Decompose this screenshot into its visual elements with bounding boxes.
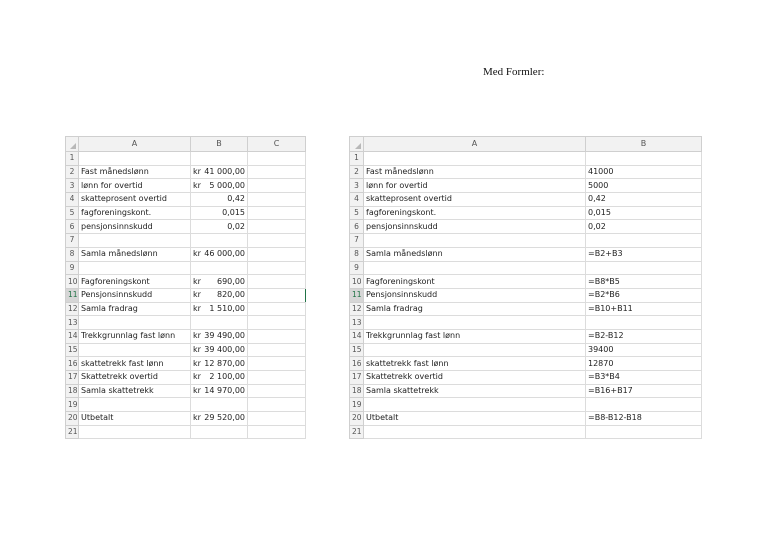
currency-amount: 29 520,00 <box>204 413 245 423</box>
table-row <box>350 412 702 426</box>
value-cell[interactable] <box>191 398 248 412</box>
table-row <box>66 302 306 316</box>
label-cell[interactable]: Skattetrekk overtid <box>364 371 586 385</box>
formula-cell[interactable]: 0,015 <box>586 206 702 220</box>
label-cell[interactable]: Samla fradrag <box>364 302 586 316</box>
row-header[interactable]: 3 <box>350 179 364 193</box>
currency-cell[interactable] <box>191 384 248 398</box>
currency-amount: 5 000,00 <box>209 180 245 190</box>
formula-cell[interactable]: =B10+B11 <box>586 302 702 316</box>
row-header[interactable]: 20 <box>66 412 79 426</box>
table-row <box>350 343 702 357</box>
label-cell[interactable]: Samla skattetrekk <box>364 384 586 398</box>
table-row <box>66 165 306 179</box>
empty-cell[interactable] <box>248 179 306 193</box>
formula-cell[interactable]: 12870 <box>586 357 702 371</box>
row-header[interactable]: 6 <box>350 220 364 234</box>
label-cell[interactable]: Samla skattetrekk <box>79 384 191 398</box>
label-cell[interactable]: pensjonsinnskudd <box>364 220 586 234</box>
table-row <box>66 316 306 330</box>
currency-amount: 12 870,00 <box>204 358 245 368</box>
label-cell[interactable] <box>364 316 586 330</box>
row-header[interactable]: 6 <box>66 220 79 234</box>
formula-cell[interactable] <box>586 425 702 439</box>
currency-symbol: kr <box>193 358 201 368</box>
table-row <box>350 288 702 302</box>
table-row <box>66 288 306 302</box>
label-cell[interactable]: Trekkgrunnlag fast lønn <box>364 329 586 343</box>
row-header[interactable]: 19 <box>66 398 79 412</box>
currency-symbol: kr <box>193 344 201 354</box>
column-header-c[interactable]: C <box>248 137 306 152</box>
column-header-row <box>350 137 702 152</box>
label-cell[interactable] <box>364 152 586 166</box>
currency-cell[interactable] <box>191 179 248 193</box>
label-cell[interactable]: Fast månedslønn <box>364 165 586 179</box>
table-row <box>66 206 306 220</box>
row-header[interactable]: 21 <box>66 425 79 439</box>
label-cell[interactable]: Utbetalt <box>79 412 191 426</box>
empty-cell[interactable] <box>248 425 306 439</box>
currency-amount: 39 400,00 <box>204 344 245 354</box>
label-cell[interactable]: Fast månedslønn <box>79 165 191 179</box>
formulas-caption: Med Formler: <box>483 66 545 78</box>
formula-cell[interactable] <box>586 234 702 248</box>
currency-symbol: kr <box>193 167 201 177</box>
label-cell[interactable] <box>79 152 191 166</box>
table-row <box>350 193 702 207</box>
formula-cell[interactable]: =B8-B12-B18 <box>586 412 702 426</box>
formula-cell[interactable]: =B2*B6 <box>586 288 702 302</box>
select-all-corner[interactable] <box>350 137 364 152</box>
currency-cell[interactable] <box>191 275 248 289</box>
currency-amount: 1 510,00 <box>209 303 245 313</box>
row-header[interactable]: 17 <box>66 371 79 385</box>
formula-cell[interactable]: 41000 <box>586 165 702 179</box>
row-header[interactable]: 15 <box>66 343 79 357</box>
empty-cell[interactable] <box>248 261 306 275</box>
label-cell[interactable] <box>79 343 191 357</box>
currency-cell[interactable] <box>191 302 248 316</box>
table-row <box>350 316 702 330</box>
empty-cell[interactable] <box>248 220 306 234</box>
currency-cell[interactable] <box>191 288 248 302</box>
currency-cell[interactable] <box>191 371 248 385</box>
table-row <box>66 425 306 439</box>
empty-cell[interactable] <box>248 371 306 385</box>
row-header[interactable]: 20 <box>350 412 364 426</box>
label-cell[interactable]: lønn for overtid <box>364 179 586 193</box>
row-header[interactable]: 4 <box>350 193 364 207</box>
row-header[interactable]: 10 <box>350 275 364 289</box>
table-row <box>350 206 702 220</box>
label-cell[interactable]: fagforeningskont. <box>79 206 191 220</box>
label-cell[interactable] <box>79 316 191 330</box>
row-header[interactable]: 12 <box>66 302 79 316</box>
table-row <box>66 357 306 371</box>
empty-cell[interactable] <box>248 193 306 207</box>
empty-cell[interactable] <box>248 206 306 220</box>
label-cell[interactable] <box>79 398 191 412</box>
label-cell[interactable] <box>364 343 586 357</box>
table-row <box>66 412 306 426</box>
row-header[interactable]: 11 <box>350 288 364 302</box>
table-row <box>350 329 702 343</box>
row-header[interactable]: 18 <box>66 384 79 398</box>
row-header[interactable]: 9 <box>350 261 364 275</box>
label-cell[interactable]: Utbetalt <box>364 412 586 426</box>
currency-amount: 820,00 <box>217 290 245 300</box>
value-cell[interactable] <box>191 425 248 439</box>
empty-cell[interactable] <box>248 343 306 357</box>
currency-symbol: kr <box>193 180 201 190</box>
table-row <box>350 357 702 371</box>
currency-cell[interactable] <box>191 329 248 343</box>
value-cell[interactable]: 0,02 <box>191 220 248 234</box>
formula-cell[interactable]: 5000 <box>586 179 702 193</box>
value-cell[interactable] <box>191 261 248 275</box>
row-header[interactable]: 9 <box>66 261 79 275</box>
formula-cell[interactable] <box>586 261 702 275</box>
value-cell[interactable]: 0,015 <box>191 206 248 220</box>
row-header[interactable]: 13 <box>350 316 364 330</box>
label-cell[interactable]: Fagforeningskont <box>79 275 191 289</box>
label-cell[interactable] <box>364 234 586 248</box>
row-header[interactable]: 14 <box>350 329 364 343</box>
value-cell[interactable]: 0,42 <box>191 193 248 207</box>
currency-cell[interactable] <box>191 247 248 261</box>
table-row <box>66 193 306 207</box>
column-header-a[interactable]: A <box>364 137 586 152</box>
table-row <box>66 329 306 343</box>
label-cell[interactable]: skatteprosent overtid <box>79 193 191 207</box>
column-header-b[interactable]: B <box>586 137 702 152</box>
currency-amount: 39 490,00 <box>204 331 245 341</box>
formula-cell[interactable]: =B3*B4 <box>586 371 702 385</box>
table-row <box>66 343 306 357</box>
label-cell[interactable] <box>364 261 586 275</box>
currency-symbol: kr <box>193 249 201 259</box>
currency-cell[interactable] <box>191 343 248 357</box>
table-row <box>350 275 702 289</box>
currency-amount: 690,00 <box>217 276 245 286</box>
row-header[interactable]: 2 <box>66 165 79 179</box>
label-cell[interactable]: skatteprosent overtid <box>364 193 586 207</box>
formula-cell[interactable] <box>586 152 702 166</box>
table-row <box>350 179 702 193</box>
currency-symbol: kr <box>193 303 201 313</box>
row-header[interactable]: 17 <box>350 371 364 385</box>
empty-cell[interactable] <box>248 316 306 330</box>
label-cell[interactable]: Samla fradrag <box>79 302 191 316</box>
label-cell[interactable] <box>79 425 191 439</box>
formula-cell[interactable] <box>586 398 702 412</box>
row-header[interactable]: 4 <box>66 193 79 207</box>
table-row <box>350 398 702 412</box>
row-header[interactable]: 8 <box>66 247 79 261</box>
label-cell[interactable] <box>79 234 191 248</box>
table-row <box>66 220 306 234</box>
label-cell[interactable]: skattetrekk fast lønn <box>79 357 191 371</box>
table-row <box>66 152 306 166</box>
select-all-corner[interactable] <box>66 137 79 152</box>
label-cell[interactable]: skattetrekk fast lønn <box>364 357 586 371</box>
row-header[interactable]: 21 <box>350 425 364 439</box>
row-header[interactable]: 5 <box>66 206 79 220</box>
currency-amount: 2 100,00 <box>209 372 245 382</box>
formulas-spreadsheet <box>349 136 702 439</box>
row-header[interactable]: 8 <box>350 247 364 261</box>
row-header[interactable]: 2 <box>350 165 364 179</box>
table-row <box>66 398 306 412</box>
row-header[interactable]: 19 <box>350 398 364 412</box>
table-row <box>66 384 306 398</box>
row-header[interactable]: 11 <box>66 288 79 302</box>
currency-cell[interactable] <box>191 412 248 426</box>
table-row <box>350 220 702 234</box>
label-cell[interactable]: Skattetrekk overtid <box>79 371 191 385</box>
empty-cell[interactable] <box>248 247 306 261</box>
currency-amount: 46 000,00 <box>204 249 245 259</box>
value-cell[interactable] <box>191 152 248 166</box>
row-header[interactable]: 16 <box>350 357 364 371</box>
table-row <box>350 152 702 166</box>
values-spreadsheet <box>65 136 306 439</box>
row-header[interactable]: 12 <box>350 302 364 316</box>
currency-cell[interactable] <box>191 165 248 179</box>
formula-cell[interactable]: 39400 <box>586 343 702 357</box>
currency-symbol: kr <box>193 372 201 382</box>
table-row <box>350 247 702 261</box>
table-row <box>350 425 702 439</box>
currency-symbol: kr <box>193 290 201 300</box>
label-cell[interactable]: Samla månedslønn <box>79 247 191 261</box>
table-row <box>66 234 306 248</box>
row-header[interactable]: 15 <box>350 343 364 357</box>
table-row <box>66 275 306 289</box>
row-header[interactable]: 5 <box>350 206 364 220</box>
label-cell[interactable]: Fagforeningskont <box>364 275 586 289</box>
formula-cell[interactable]: =B2-B12 <box>586 329 702 343</box>
row-header[interactable]: 18 <box>350 384 364 398</box>
row-header[interactable]: 13 <box>66 316 79 330</box>
formula-cell[interactable]: =B16+B17 <box>586 384 702 398</box>
row-header[interactable]: 16 <box>66 357 79 371</box>
row-header[interactable]: 7 <box>66 234 79 248</box>
row-header[interactable]: 10 <box>66 275 79 289</box>
empty-cell[interactable] <box>248 384 306 398</box>
label-cell[interactable] <box>79 261 191 275</box>
empty-cell[interactable] <box>248 302 306 316</box>
row-header[interactable]: 1 <box>66 152 79 166</box>
formula-cell[interactable]: =B8*B5 <box>586 275 702 289</box>
label-cell[interactable]: Pensjonsinnskudd <box>364 288 586 302</box>
currency-symbol: kr <box>193 276 201 286</box>
value-cell[interactable] <box>191 316 248 330</box>
row-header[interactable]: 1 <box>350 152 364 166</box>
empty-cell[interactable] <box>248 152 306 166</box>
empty-cell[interactable] <box>248 234 306 248</box>
currency-amount: 41 000,00 <box>204 167 245 177</box>
table-row <box>66 261 306 275</box>
empty-cell[interactable] <box>248 288 306 302</box>
empty-cell[interactable] <box>248 412 306 426</box>
table-row <box>350 234 702 248</box>
table-row <box>350 165 702 179</box>
currency-symbol: kr <box>193 331 201 341</box>
label-cell[interactable]: fagforeningskont. <box>364 206 586 220</box>
row-header[interactable]: 3 <box>66 179 79 193</box>
label-cell[interactable]: pensjonsinnskudd <box>79 220 191 234</box>
currency-cell[interactable] <box>191 357 248 371</box>
currency-symbol: kr <box>193 386 201 396</box>
row-header[interactable]: 7 <box>350 234 364 248</box>
formula-cell[interactable] <box>586 316 702 330</box>
column-header-a[interactable]: A <box>79 137 191 152</box>
table-row <box>350 261 702 275</box>
table-row <box>350 371 702 385</box>
table-row <box>350 384 702 398</box>
value-cell[interactable] <box>191 234 248 248</box>
column-header-row <box>66 137 306 152</box>
label-cell[interactable]: Samla månedslønn <box>364 247 586 261</box>
row-header[interactable]: 14 <box>66 329 79 343</box>
label-cell[interactable]: Trekkgrunnlag fast lønn <box>79 329 191 343</box>
table-row <box>350 302 702 316</box>
table-row <box>66 179 306 193</box>
empty-cell[interactable] <box>248 165 306 179</box>
empty-cell[interactable] <box>248 357 306 371</box>
currency-amount: 14 970,00 <box>204 386 245 396</box>
label-cell[interactable] <box>364 425 586 439</box>
table-row <box>66 371 306 385</box>
formula-cell[interactable]: 0,02 <box>586 220 702 234</box>
currency-symbol: kr <box>193 413 201 423</box>
column-header-b[interactable]: B <box>191 137 248 152</box>
formula-cell[interactable]: 0,42 <box>586 193 702 207</box>
label-cell[interactable]: Pensjonsinnskudd <box>79 288 191 302</box>
label-cell[interactable]: lønn for overtid <box>79 179 191 193</box>
formula-cell[interactable]: =B2+B3 <box>586 247 702 261</box>
empty-cell[interactable] <box>248 329 306 343</box>
empty-cell[interactable] <box>248 275 306 289</box>
label-cell[interactable] <box>364 398 586 412</box>
table-row <box>66 247 306 261</box>
empty-cell[interactable] <box>248 398 306 412</box>
